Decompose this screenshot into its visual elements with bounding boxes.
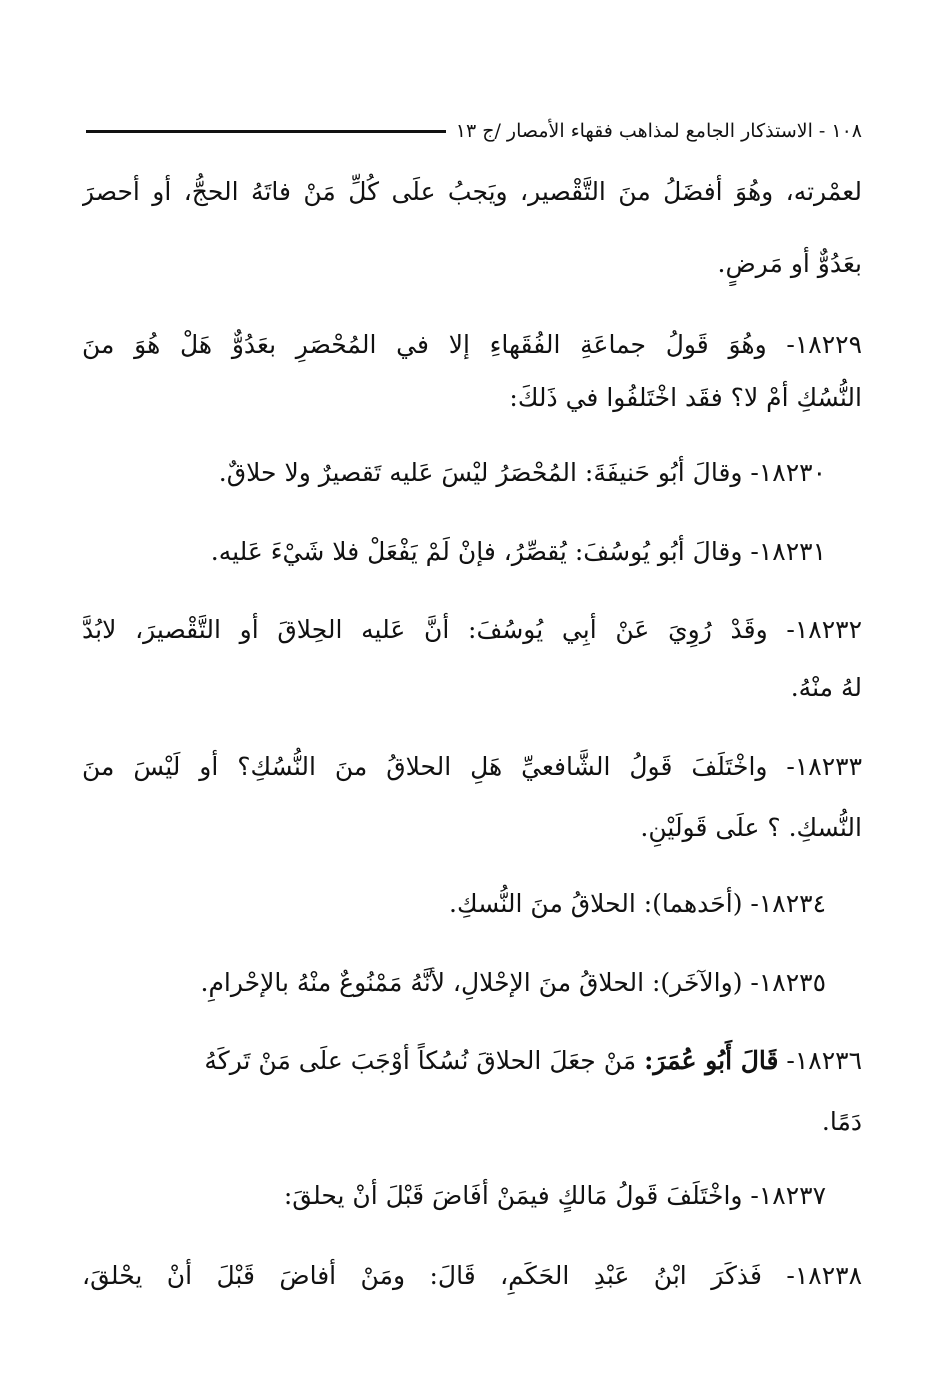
- paragraph-18237: ١٨٢٣٧- واخْتَلَفَ قَولُ مَالكٍ فيمَنْ أفَاضَ قَبْلَ أنْ يحلقَ:: [283, 1181, 826, 1210]
- speaker-label: قَالَ أَبُو عُمَرَ:: [644, 1046, 779, 1075]
- running-header: [86, 112, 862, 150]
- paragraph-line: بعَدُوٌّ أو مَرضٍ.: [717, 249, 862, 278]
- paragraph-line-18238: ١٨٢٣٨- فَذكَرَ ابْنُ عَبْدِ الحَكَمِ، قَالَ: ومَنْ أفاضَ قَبْلَ أنْ يحْلقَ،: [82, 1261, 862, 1290]
- paragraph-18235: ١٨٢٣٥- (والآخَر): الحلاقُ منَ الإحْلالِ، لأنَّهُ مَمْنُوعٌ منْهُ بالإحْرامِ.: [200, 968, 826, 997]
- paragraph-text: مَنْ جعَلَ الحلاقَ نُسُكاً أوْجَبَ علَى مَنْ تَركَهُ: [204, 1046, 637, 1075]
- paragraph-line-18233: ١٨٢٣٣- واخْتَلَفَ قَولُ الشَّافعيِّ هَلِ الحلاقُ منَ النُّسُكِ؟ أو لَيْسَ منَ: [82, 752, 862, 781]
- paragraph-line-18236: [82, 1039, 862, 1083]
- paragraph-18234: ١٨٢٣٤- (أحَدهما): الحلاقُ منَ النُّسكِ.: [449, 889, 826, 918]
- paragraph-line-18232: ١٨٢٣٢- وقَدْ رُوِيَ عَنْ أبِي يُوسُفَ: أنَّ عَليه الحِلاقَ أو التَّقْصيرَ، لابُدَّ: [82, 615, 862, 644]
- paragraph-18230: ١٨٢٣٠- وقالَ أبُو حَنيفَةَ: المُحْصَرُ ليْسَ عَليه تَقصيرٌ ولا حلاقٌ.: [218, 458, 826, 487]
- paragraph-line: النُّسكِ. ؟ علَى قَولَيْنِ.: [640, 813, 862, 842]
- paragraph-number: ١٨٢٣٦-: [786, 1046, 862, 1075]
- paragraph-line: النُّسُكِ أمْ لا؟ فقَد اخْتَلفُوا في ذَلكَ:: [509, 383, 862, 412]
- header-title: ١٠٨ - الاستذكار الجامع لمذاهب فقهاء الأمصار /ج ١٣: [455, 120, 862, 142]
- paragraph-18231: ١٨٢٣١- وقالَ أبُو يُوسُفَ: يُقصِّرُ، فإنْ لَمْ يَفْعَلْ فلا شَيْءَ عَليه.: [210, 537, 826, 566]
- paragraph-line: لهُ منْهُ.: [790, 673, 862, 702]
- paragraph-line-18229: ١٨٢٢٩- وهُوَ قَولُ جماعَةِ الفُقَهاءِ إلا في المُحْصَرِ بعَدُوٌّ هَلْ هُوَ منَ: [82, 330, 862, 359]
- paragraph-line: لعمْرته، وهُوَ أفضَلُ منَ التَّقْصير، ويَجبُ علَى كُلِّ مَنْ فاتَهُ الحجُّ، أو أحصرَ: [82, 177, 862, 206]
- header-rule: [86, 130, 446, 133]
- paragraph-line: دَمًا.: [821, 1107, 862, 1136]
